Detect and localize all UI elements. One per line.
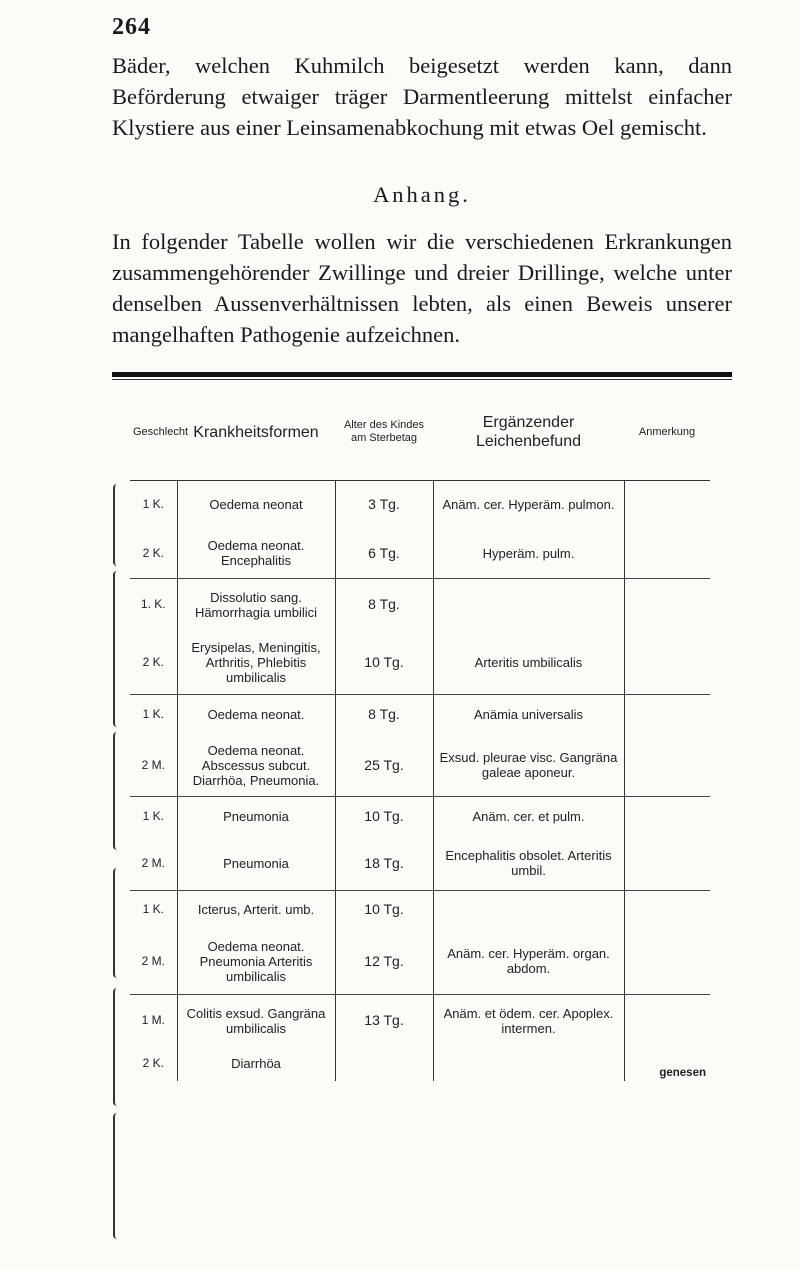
cell-forms: Icterus, Arterit. umb. bbox=[177, 891, 335, 929]
cell-remarks bbox=[624, 735, 710, 797]
cell-sex: 2 K. bbox=[142, 1056, 164, 1070]
group-brace bbox=[113, 988, 122, 1106]
cell-sex: 1 K. bbox=[142, 707, 164, 722]
header-findings: Ergänzender Leichenbefund bbox=[433, 384, 624, 481]
cell-remarks bbox=[624, 631, 710, 695]
cell-forms: Colitis exsud. Gangräna umbilicalis bbox=[177, 995, 335, 1047]
cell-sex: 1 M. bbox=[141, 1013, 165, 1028]
table-row bbox=[130, 891, 710, 929]
cell-sex: 2 K. bbox=[130, 631, 177, 695]
cell-age: 10 Tg. bbox=[335, 891, 433, 929]
paragraph-table-intro: In folgender Tabelle wollen wir die verschiedenen Erkrankungen zusammengehörender Zwillinge und dreier Drillinge, welche unter denselben Aussenverhältnissen lebten, als einen Beweis unserer mangelhaften Pathogenie aufzeichnen. bbox=[112, 229, 732, 347]
cell-age: 3 Tg. bbox=[335, 481, 433, 529]
cell-age: 8 Tg. bbox=[335, 695, 433, 735]
header-disease-forms: Krankheitsformen bbox=[177, 384, 335, 481]
cell-remarks bbox=[624, 797, 710, 837]
cell-age: 25 Tg. bbox=[335, 735, 433, 797]
cell-sex: 2 M. bbox=[130, 837, 177, 891]
cell-sex: 1 K. bbox=[142, 809, 164, 824]
cell-findings: Hyperäm. pulm. bbox=[433, 529, 624, 579]
cell-sex: 1 K. bbox=[142, 902, 164, 917]
group-brace bbox=[113, 1113, 122, 1239]
group-brace bbox=[113, 868, 122, 978]
cell-findings: Anäm. cer. et pulm. bbox=[433, 797, 624, 837]
table-row bbox=[130, 929, 710, 995]
cell-forms: Pneumonia bbox=[177, 797, 335, 837]
cell-findings: Encephalitis obsolet. Arteritis umbil. bbox=[433, 837, 624, 891]
cell-age: 8 Tg. bbox=[335, 579, 433, 631]
header-sex: Geschlecht bbox=[130, 384, 177, 481]
cell-forms: Oedema neonat. Encephalitis bbox=[177, 529, 335, 579]
cell-findings: Exsud. pleurae visc. Gangräna galeae aponeur. bbox=[433, 735, 624, 797]
cell-age: 18 Tg. bbox=[335, 837, 433, 891]
cell-forms: Oedema neonat bbox=[177, 481, 335, 529]
table-row bbox=[130, 837, 710, 891]
twins-disease-table bbox=[130, 384, 710, 1081]
cell-sex: 2 M. bbox=[130, 929, 177, 995]
table-header-row bbox=[130, 384, 710, 481]
cell-sex: 2 M. bbox=[130, 735, 177, 797]
cell-age bbox=[335, 1047, 433, 1081]
header-remarks: Anmerkung bbox=[624, 384, 710, 481]
page-number: 264 bbox=[112, 14, 151, 40]
cell-age: 6 Tg. bbox=[335, 529, 433, 579]
paragraph-intro: Bäder, welchen Kuhmilch beigesetzt werden kann, dann Beförderung etwaiger träger Darmentleerung mittelst einfacher Klystiere aus einer Leinsamenabkochung mit etwas Oel gemischt. bbox=[112, 53, 732, 140]
cell-findings bbox=[433, 579, 624, 631]
table-row bbox=[130, 695, 710, 735]
cell-forms: Dissolutio sang. Hämorrhagia umbilici bbox=[177, 579, 335, 631]
cell-findings: Anäm. et ödem. cer. Apoplex. intermen. bbox=[433, 995, 624, 1047]
group-brace bbox=[113, 571, 122, 727]
cell-sex: 1. K. bbox=[140, 597, 166, 612]
cell-findings: Anämia universalis bbox=[433, 695, 624, 735]
header-age: Alter des Kindes am Sterbetag bbox=[335, 384, 433, 481]
table-row bbox=[130, 529, 710, 579]
cell-findings: Anäm. cer. Hyperäm. organ. abdom. bbox=[433, 929, 624, 995]
cell-forms: Diarrhöa bbox=[177, 1047, 335, 1081]
cell-remarks bbox=[624, 481, 710, 529]
cell-remarks bbox=[624, 695, 710, 735]
cell-remarks bbox=[624, 837, 710, 891]
table-row bbox=[130, 995, 710, 1047]
table-row bbox=[130, 579, 710, 631]
cell-forms: Oedema neonat. Pneumonia Arteritis umbilicalis bbox=[177, 929, 335, 995]
cell-findings: Anäm. cer. Hyperäm. pulmon. bbox=[433, 481, 624, 529]
table-row bbox=[130, 735, 710, 797]
cell-findings: Arteritis umbilicalis bbox=[433, 631, 624, 695]
cell-forms: Oedema neonat. bbox=[177, 695, 335, 735]
cell-forms: Oedema neonat. Abscessus subcut. Diarrhöa, Pneumonia. bbox=[177, 735, 335, 797]
cell-remarks bbox=[624, 891, 710, 929]
cell-findings bbox=[433, 1047, 624, 1081]
group-brace bbox=[113, 732, 122, 850]
table-top-rule-thin bbox=[112, 379, 732, 380]
cell-age: 10 Tg. bbox=[335, 797, 433, 837]
cell-remarks bbox=[624, 579, 710, 631]
cell-forms: Pneumonia bbox=[177, 837, 335, 891]
group-brace bbox=[113, 484, 122, 566]
cell-findings bbox=[433, 891, 624, 929]
cell-sex: 2 K. bbox=[130, 529, 177, 579]
table-row bbox=[130, 481, 710, 529]
table-row bbox=[130, 1047, 710, 1081]
cell-remarks bbox=[624, 995, 710, 1047]
cell-sex: 1 K. bbox=[142, 497, 164, 512]
appendix-heading: Anhang. bbox=[373, 182, 471, 207]
cell-age: 12 Tg. bbox=[335, 929, 433, 995]
cell-remarks: genesen bbox=[659, 1066, 706, 1079]
table-row bbox=[130, 797, 710, 837]
table-top-rule bbox=[112, 372, 732, 377]
cell-age: 13 Tg. bbox=[335, 995, 433, 1047]
cell-remarks bbox=[624, 529, 710, 579]
cell-age: 10 Tg. bbox=[335, 631, 433, 695]
cell-forms: Erysipelas, Meningitis, Arthritis, Phlebitis umbilicalis bbox=[177, 631, 335, 695]
table-row bbox=[130, 631, 710, 695]
cell-remarks bbox=[624, 929, 710, 995]
